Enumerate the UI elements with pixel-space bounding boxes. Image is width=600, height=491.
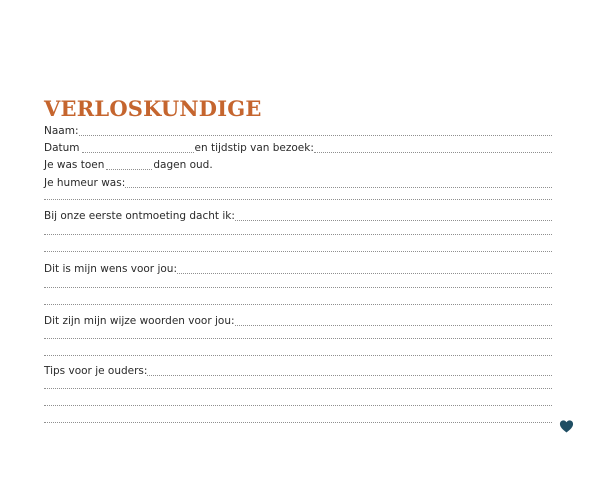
field-ontmoeting: [44, 209, 552, 223]
field-wens: [44, 262, 552, 276]
label-datum: Datum: [44, 142, 80, 154]
heart-icon: [559, 419, 574, 434]
line-tips[interactable]: [147, 375, 552, 376]
line-humeur-extra[interactable]: [44, 199, 552, 200]
field-datum: [44, 141, 552, 155]
field-humeur: [44, 176, 552, 190]
label-was-toen: Je was toen: [44, 159, 105, 171]
line-ontmoeting-2[interactable]: [44, 234, 552, 235]
label-ontmoeting: Bij onze eerste ontmoeting dacht ik:: [44, 210, 235, 222]
label-dagen-oud: dagen oud.: [153, 159, 213, 171]
label-wijze-woorden: Dit zijn mijn wijze woorden voor jou:: [44, 315, 235, 327]
line-wijze-woorden[interactable]: [235, 325, 552, 326]
line-naam[interactable]: [79, 135, 553, 136]
line-wens[interactable]: [177, 273, 552, 274]
line-tijdstip[interactable]: [314, 152, 552, 153]
label-tips: Tips voor je ouders:: [44, 365, 148, 377]
line-tips-2[interactable]: [44, 388, 552, 389]
line-ontmoeting[interactable]: [235, 220, 552, 221]
line-wens-3[interactable]: [44, 304, 552, 305]
field-tips: [44, 364, 552, 378]
field-leeftijd: [44, 158, 552, 172]
line-dagen[interactable]: [106, 169, 152, 170]
line-tips-4[interactable]: [44, 422, 552, 423]
label-humeur: Je humeur was:: [44, 177, 126, 189]
field-wijze-woorden: [44, 314, 552, 328]
line-wijze-woorden-2[interactable]: [44, 338, 552, 339]
field-naam: [44, 124, 552, 138]
label-tijdstip: en tijdstip van bezoek:: [194, 142, 314, 154]
page-title: VERLOSKUNDIGE: [44, 96, 262, 121]
label-naam: Naam:: [44, 125, 79, 137]
line-ontmoeting-3[interactable]: [44, 251, 552, 252]
line-datum[interactable]: [82, 152, 194, 153]
line-wijze-woorden-3[interactable]: [44, 355, 552, 356]
label-wens: Dit is mijn wens voor jou:: [44, 263, 177, 275]
line-humeur[interactable]: [125, 187, 552, 188]
line-tips-3[interactable]: [44, 405, 552, 406]
line-wens-2[interactable]: [44, 287, 552, 288]
